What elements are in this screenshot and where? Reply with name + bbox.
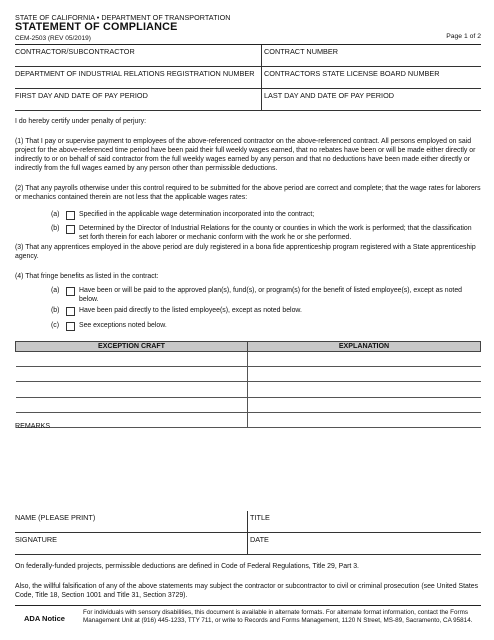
craft-cell[interactable] [16, 412, 248, 427]
field-row-pay-period [15, 89, 481, 111]
first-day-field[interactable]: FIRST DAY AND DATE OF PAY PERIOD [15, 89, 262, 110]
name-field[interactable]: NAME (PLEASE PRINT) [15, 511, 248, 532]
option-2b [51, 225, 481, 243]
remarks-field[interactable]: REMARKS [15, 422, 51, 430]
federal-note: On federally-funded projects, permissible deductions are defined in Code of Federal Regulations, Title 29, Part 3. [15, 563, 359, 570]
paragraph-2: (2) That any payrolls otherwise under this control required to be submitted for the above period are correct and complete; that the wage rates for laborers or mechanics contained therein are not less that the applicable wages rates: [15, 185, 481, 201]
craft-cell[interactable] [16, 382, 248, 397]
contractor-field[interactable]: CONTRACTOR/SUBCONTRACTOR [15, 45, 262, 66]
sig-row-name [15, 511, 481, 533]
date-field[interactable]: DATE [250, 535, 269, 544]
field-row-registration [15, 67, 481, 89]
form-title: STATEMENT OF COMPLIANCE [15, 21, 178, 33]
field-row-contractor [15, 45, 481, 67]
paragraph-4: (4) That fringe benefits as listed in the contract: [15, 273, 159, 280]
option-text: Specified in the applicable wage determination incorporated into the contract; [79, 211, 315, 218]
option-text: Determined by the Director of Industrial Relations for the county or counties in which the work is performed; that the classification set forth therein for each laborer or mechanic conform with the work he or she performed. [79, 225, 472, 241]
ada-notice-text: For individuals with sensory disabilities, this document is available in alternate formats. For alternate format information, contact the Forms Management Unit at (916) 445-1233, TTY 711, or write to Records and Forms Management, 1120 N Street, MS-89, Sacramento, CA 95814. [83, 609, 473, 625]
ada-notice-title: ADA Notice [24, 614, 65, 623]
contract-info-fields [15, 45, 481, 111]
contract-number-field[interactable]: CONTRACT NUMBER [264, 47, 339, 56]
explanation-cell[interactable] [248, 367, 481, 382]
explanation-header: EXPLANATION [248, 342, 481, 352]
craft-cell[interactable] [16, 367, 248, 382]
option-label: (b) [51, 225, 60, 232]
table-row [16, 397, 481, 412]
paragraph-3: (3) That any apprentices employed in the above period are duly registered in a bona fide apprenticeship program registered with a State apprenticeship agency. [15, 244, 476, 260]
option-text: Have been or will be paid to the approved plan(s), fund(s), or program(s) for the benefit of listed employee(s), except as noted below. [79, 287, 463, 303]
option-4a [51, 287, 481, 305]
option-text: Have been paid directly to the listed employee(s), except as noted below. [79, 307, 302, 314]
option-4c [51, 322, 481, 331]
exceptions-table [15, 341, 481, 428]
explanation-cell[interactable] [248, 382, 481, 397]
option-text: See exceptions noted below. [79, 322, 167, 329]
agency-line: STATE OF CALIFORNIA • DEPARTMENT OF TRANSPORTATION [15, 13, 231, 22]
table-row [16, 367, 481, 382]
form-number: CEM-2503 (REV 05/2019) [15, 35, 91, 42]
craft-cell[interactable] [16, 352, 248, 367]
title-field[interactable]: TITLE [250, 513, 270, 522]
option-label: (c) [51, 322, 60, 329]
option-label: (a) [51, 287, 60, 294]
ada-divider [15, 605, 481, 606]
table-row [16, 352, 481, 367]
option-2a [51, 211, 481, 220]
cslb-number-field[interactable]: CONTRACTORS STATE LICENSE BOARD NUMBER [264, 69, 440, 78]
signature-field[interactable]: SIGNATURE [15, 533, 248, 554]
checkbox-4b[interactable] [66, 307, 75, 316]
explanation-cell[interactable] [248, 412, 481, 427]
table-row [16, 382, 481, 397]
checkbox-2a[interactable] [66, 211, 75, 220]
option-label: (a) [51, 211, 60, 218]
option-label: (b) [51, 307, 60, 314]
checkbox-2b[interactable] [66, 225, 75, 234]
paragraph-1: (1) That I pay or supervise payment to employees of the above-referenced contractor on the above-referenced contract. All persons employed on said project for the above-referenced time period have been paid their full weekly wages earned, that no rebates have been or will be made either directly or indirectly to or on behalf of said contractor from the full weekly wages earned by any person and that no deductions have been made either directly or indirectly from the full wages earned by any person other than permissible deductions. [15, 138, 476, 172]
dir-registration-field[interactable]: DEPARTMENT OF INDUSTRIAL RELATIONS REGISTRATION NUMBER [15, 67, 262, 88]
certify-statement: I do hereby certify under penalty of perjury: [15, 118, 146, 125]
exception-craft-header: EXCEPTION CRAFT [16, 342, 248, 352]
table-row [16, 412, 481, 427]
falsification-note: Also, the willful falsification of any of the above statements may subject the contractor or subcontractor to civil or criminal prosecution (see United States Code, Title 18, Section 1001 and Title 31, Section 3729). [15, 583, 479, 599]
checkbox-4a[interactable] [66, 287, 75, 296]
craft-cell[interactable] [16, 397, 248, 412]
checkbox-4c[interactable] [66, 322, 75, 331]
explanation-cell[interactable] [248, 397, 481, 412]
sig-row-signature [15, 533, 481, 555]
signature-fields [15, 511, 481, 555]
page-indicator: Page 1 of 2 [446, 33, 481, 40]
last-day-field[interactable]: LAST DAY AND DATE OF PAY PERIOD [264, 91, 395, 100]
explanation-cell[interactable] [248, 352, 481, 367]
option-4b [51, 307, 481, 316]
